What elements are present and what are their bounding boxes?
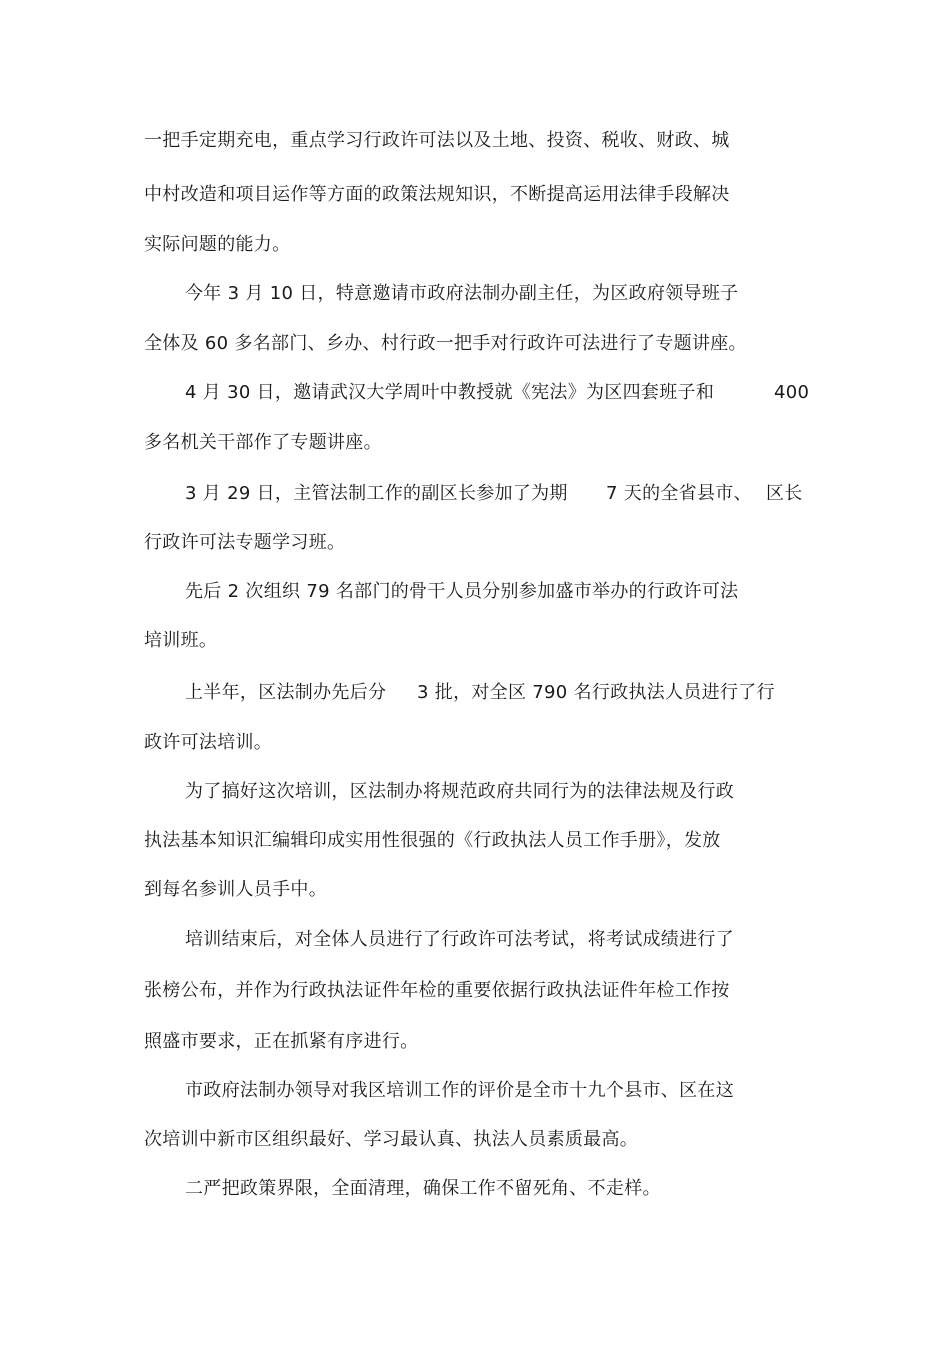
text-line: 7 天的全省县市、 xyxy=(606,483,752,504)
text-line: 次培训中新市区组织最好、学习最认真、执法人员素质最高。 xyxy=(144,1129,639,1150)
text-line: 张榜公布，并作为行政执法证件年检的重要依据行政执法证件年检工作按 xyxy=(144,980,730,1001)
text-line: 3 批，对全区 790 名行政执法人员进行了行 xyxy=(417,682,775,703)
text-line: 中村改造和项目运作等方面的政策法规知识，不断提高运用法律手段解决 xyxy=(144,184,730,205)
text-line: 实际问题的能力。 xyxy=(144,234,291,255)
text-line: 400 xyxy=(774,382,810,403)
text-line: 二严把政策界限，全面清理，确保工作不留死角、不走样。 xyxy=(185,1178,661,1199)
text-line: 多名机关干部作了专题讲座。 xyxy=(144,432,382,453)
text-line: 行政许可法专题学习班。 xyxy=(144,532,346,553)
text-line: 全体及 60 多名部门、乡办、村行政一把手对行政许可法进行了专题讲座。 xyxy=(144,333,747,354)
text-line: 今年 3 月 10 日，特意邀请市政府法制办副主任，为区政府领导班子 xyxy=(185,283,739,304)
text-line: 政许可法培训。 xyxy=(144,732,273,753)
text-line: 先后 2 次组织 79 名部门的骨干人员分别参加盛市举办的行政许可法 xyxy=(185,581,739,602)
text-line: 培训结束后，对全体人员进行了行政许可法考试，将考试成绩进行了 xyxy=(185,929,734,950)
text-line: 执法基本知识汇编辑印成实用性很强的《行政执法人员工作手册》，发放 xyxy=(144,830,721,851)
text-line: 上半年，区法制办先后分 xyxy=(185,682,387,703)
text-line: 市政府法制办领导对我区培训工作的评价是全市十九个县市、区在这 xyxy=(185,1080,734,1101)
text-line: 区长 xyxy=(766,483,803,504)
text-line: 到每名参训人员手中。 xyxy=(144,879,327,900)
text-line: 一把手定期充电，重点学习行政许可法以及土地、投资、税收、财政、城 xyxy=(144,130,730,151)
text-line: 培训班。 xyxy=(144,630,218,651)
text-line: 4 月 30 日，邀请武汉大学周叶中教授就《宪法》为区四套班子和 xyxy=(185,382,715,403)
text-line: 为了搞好这次培训，区法制办将规范政府共同行为的法律法规及行政 xyxy=(185,781,734,802)
text-line: 照盛市要求，正在抓紧有序进行。 xyxy=(144,1031,419,1052)
text-line: 3 月 29 日，主管法制工作的副区长参加了为期 xyxy=(185,483,568,504)
